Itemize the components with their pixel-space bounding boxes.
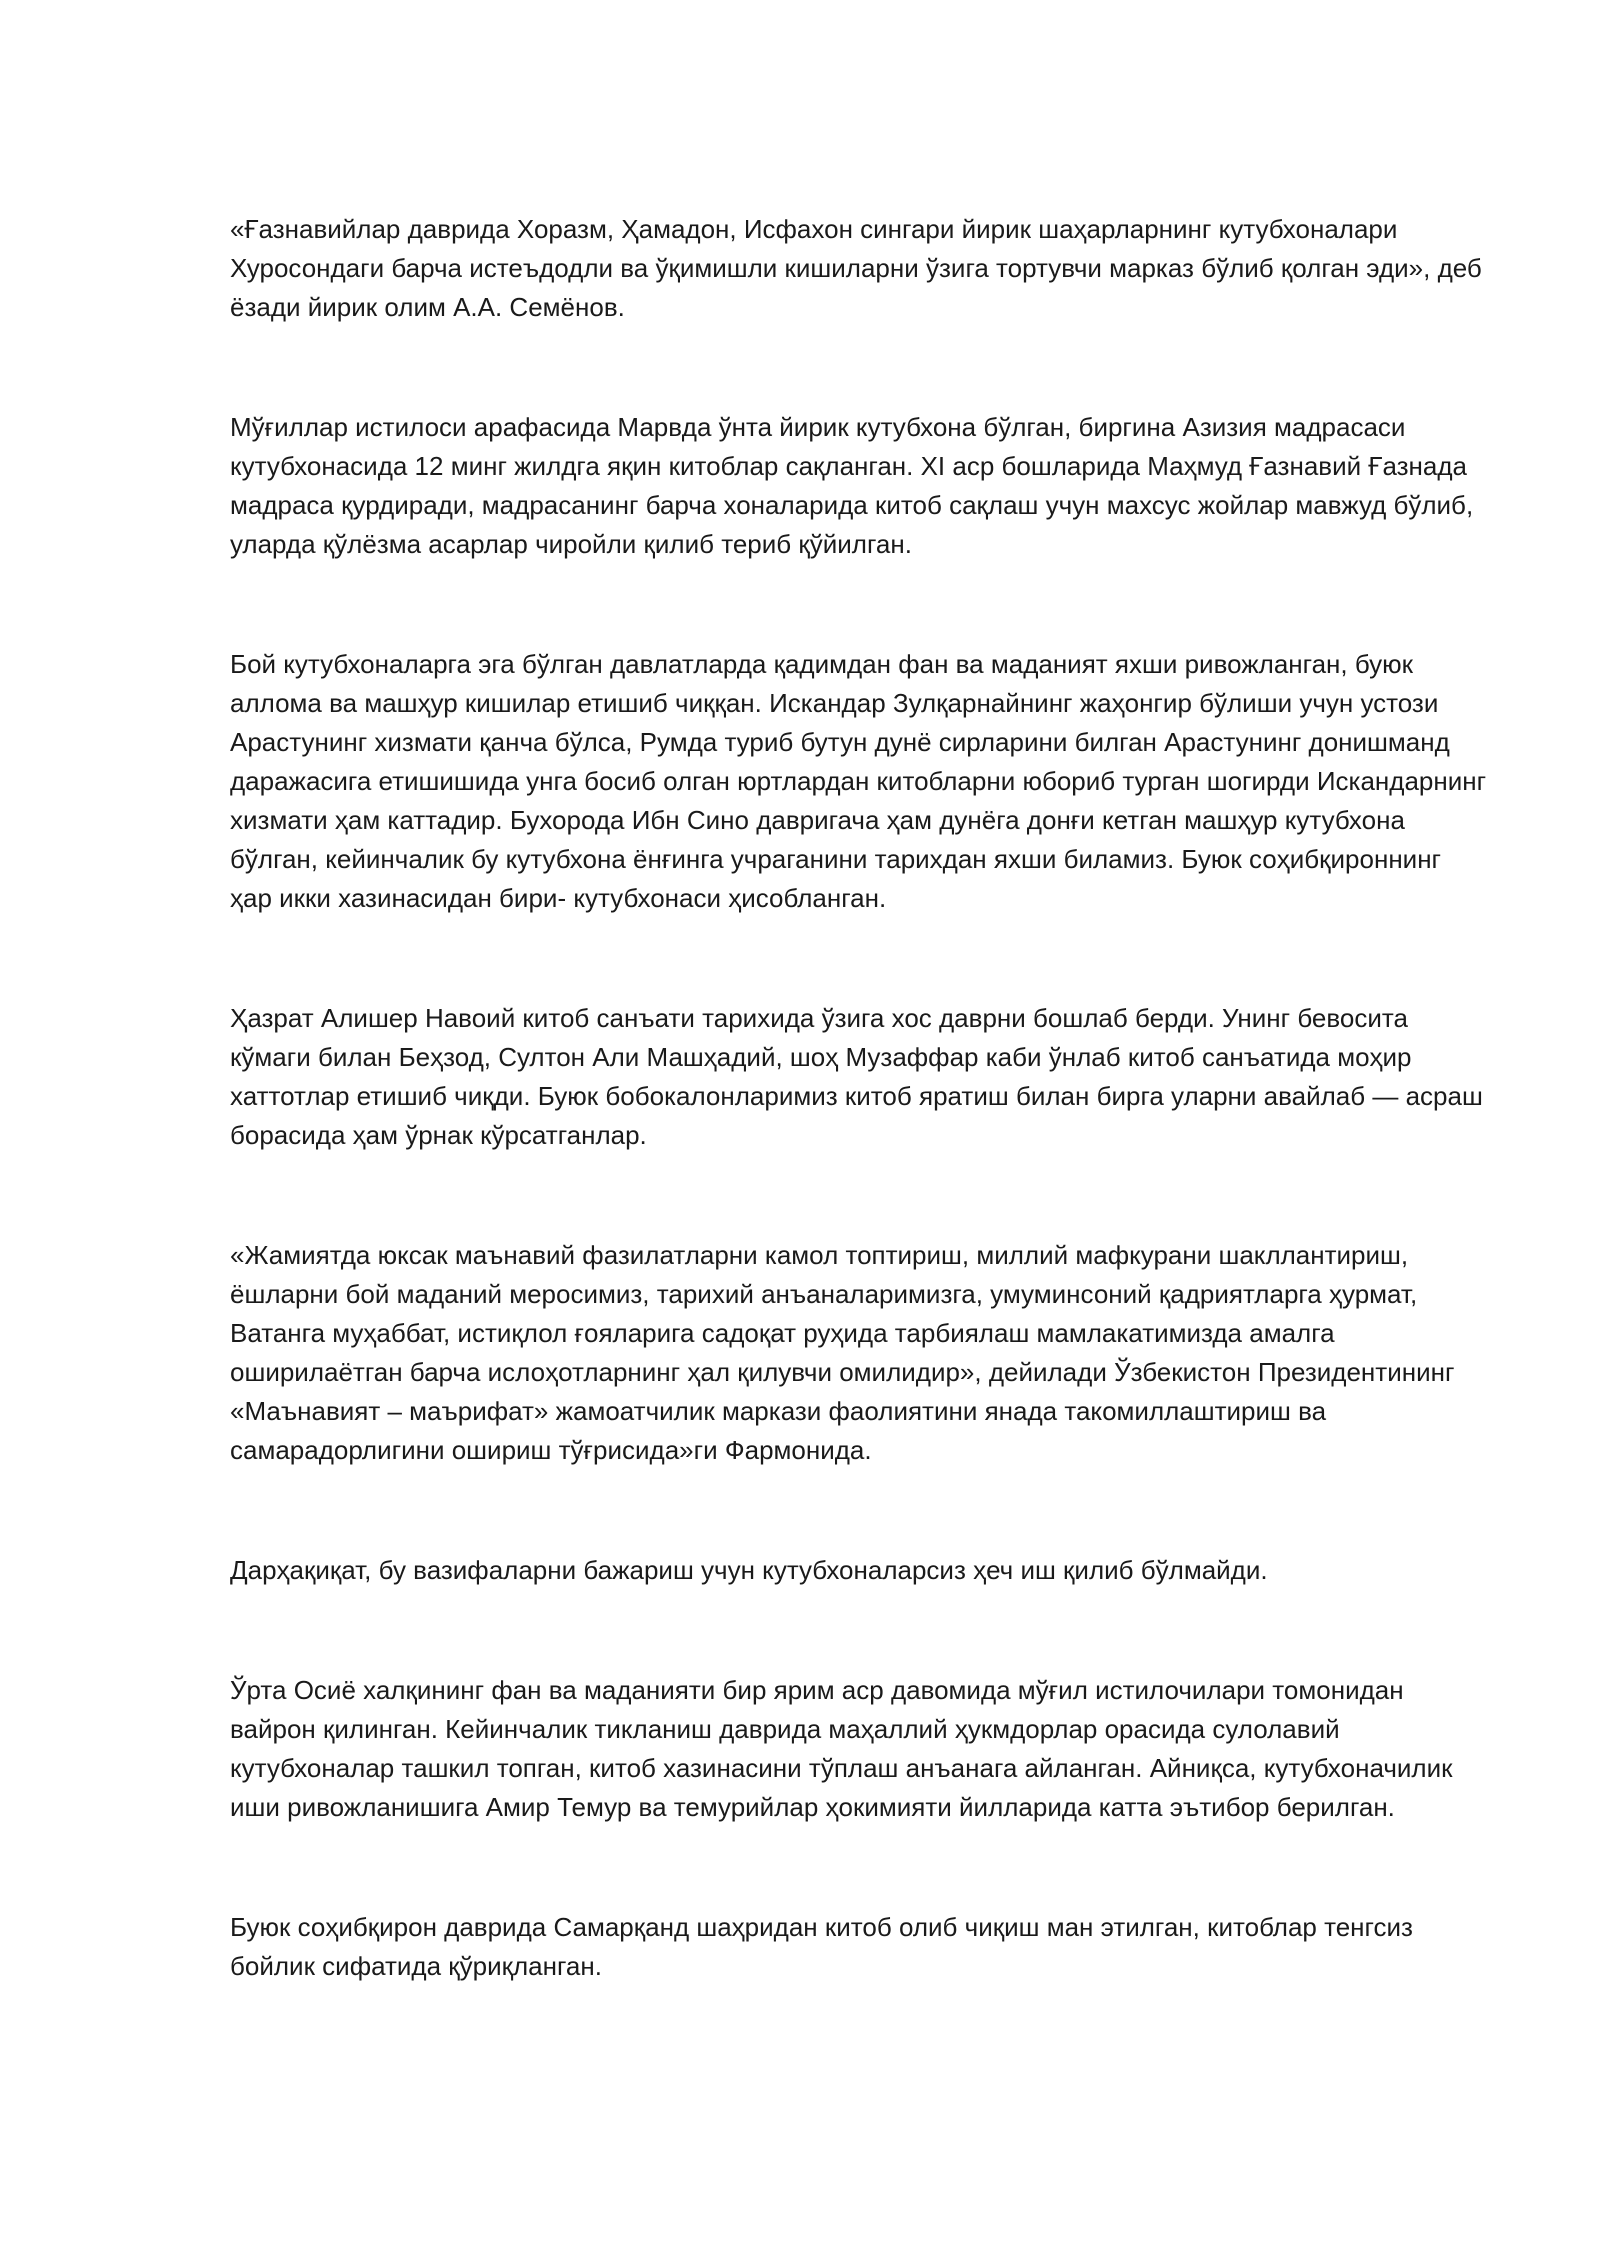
paragraph-6: Дарҳақиқат, бу вазифаларни бажариш учун кутубхоналарсиз ҳеч иш қилиб бўлмайди.: [230, 1555, 1268, 1585]
paragraph-8: Буюк соҳибқирон даврида Самарқанд шаҳридан китоб олиб чиқиш ман этилган, китоблар тенгсиз бойлик сифатида қўриқланган.: [230, 1912, 1413, 1981]
paragraph-5: «Жамиятда юксак маънавий фазилатларни камол топтириш, миллий мафкурани шакллантириш, ёшларни бой маданий меросимиз, тарихий анъаналаримизга, умуминсоний қадриятларга ҳурмат, Ватанга муҳаббат, истиқлол ғояларига садоқат руҳида тарбиялаш мамлакатимизда амалга оширилаётган барча ислоҳотларнинг ҳал қилувчи омилидир», дейилади Ўзбекистон Президентининг «Маънавият – маърифат» жамоатчилик маркази фаолиятини янада такомиллаштириш ва самарадорлигини ошириш тўғрисида»ги Фармонида.: [230, 1240, 1455, 1465]
paragraph-1: «Ғазнавийлар даврида Хоразм, Ҳамадон, Исфахон сингари йирик шаҳарларнинг кутубхоналари Хуросондаги барча истеъдодли ва ўқимишли кишиларни ўзига тортувчи марказ бўлиб қолган эди», деб ёзади йирик олим А.А. Семёнов.: [230, 214, 1482, 322]
paragraph-4: Ҳазрат Алишер Навоий китоб санъати тарихида ўзига хос даврни бошлаб берди. Унинг бевосита кўмаги билан Беҳзод, Султон Али Машҳадий, шоҳ Музаффар каби ўнлаб китоб санъатида моҳир хаттотлар етишиб чиқди. Буюк бобокалонларимиз китоб яратиш билан бирга уларни авайлаб — асраш борасида ҳам ўрнак кўрсатганлар.: [230, 1003, 1483, 1150]
paragraph-7: Ўрта Осиё халқининг фан ва маданияти бир ярим аср давомида мўғил истилочилари томонидан вайрон қилинган. Кейинчалик тикланиш даврида маҳаллий ҳукмдорлар орасида сулолавий кутубхоналар ташкил топган, китоб хазинасини тўплаш анъанага айланган. Айниқса, кутубхоначилик иши ривожланишига Амир Темур ва темурийлар ҳокимияти йилларида катта эътибор берилган.: [230, 1675, 1453, 1822]
paragraph-3: Бой кутубхоналарга эга бўлган давлатларда қадимдан фан ва маданият яхши ривожланган, буюк аллома ва машҳур кишилар етишиб чиққан. Искандар Зулқарнайнинг жаҳонгир бўлиши учун устози Арастунинг хизмати қанча бўлса, Румда туриб бутун дунё сирларини билган Арастунинг донишманд даражасига етишишида унга босиб олган юртлардан китобларни юбориб турган шогирди Искандарнинг хизмати ҳам каттадир. Бухорода Ибн Сино давригача ҳам дунёга донғи кетган машҳур кутубхона бўлган, кейинчалик бу кутубхона ёнғинга учраганини тарихдан яхши биламиз. Буюк соҳибқироннинг ҳар икки хазинасидан бири- кутубхонаси ҳисобланган.: [230, 649, 1487, 913]
paragraph-2: Мўғиллар истилоси арафасида Марвда ўнта йирик кутубхона бўлган, биргина Азизия мадрасаси кутубхонасида 12 минг жилдга яқин китоблар сақланган. XI аср бошларида Маҳмуд Ғазнавий Ғазнада мадраса қурдиради, мадрасанинг барча хоналарида китоб сақлаш учун махсус жойлар мавжуд бўлиб, уларда қўлёзма асарлар чиройли қилиб териб қўйилган.: [230, 412, 1474, 559]
document-body: [230, 210, 1490, 2067]
